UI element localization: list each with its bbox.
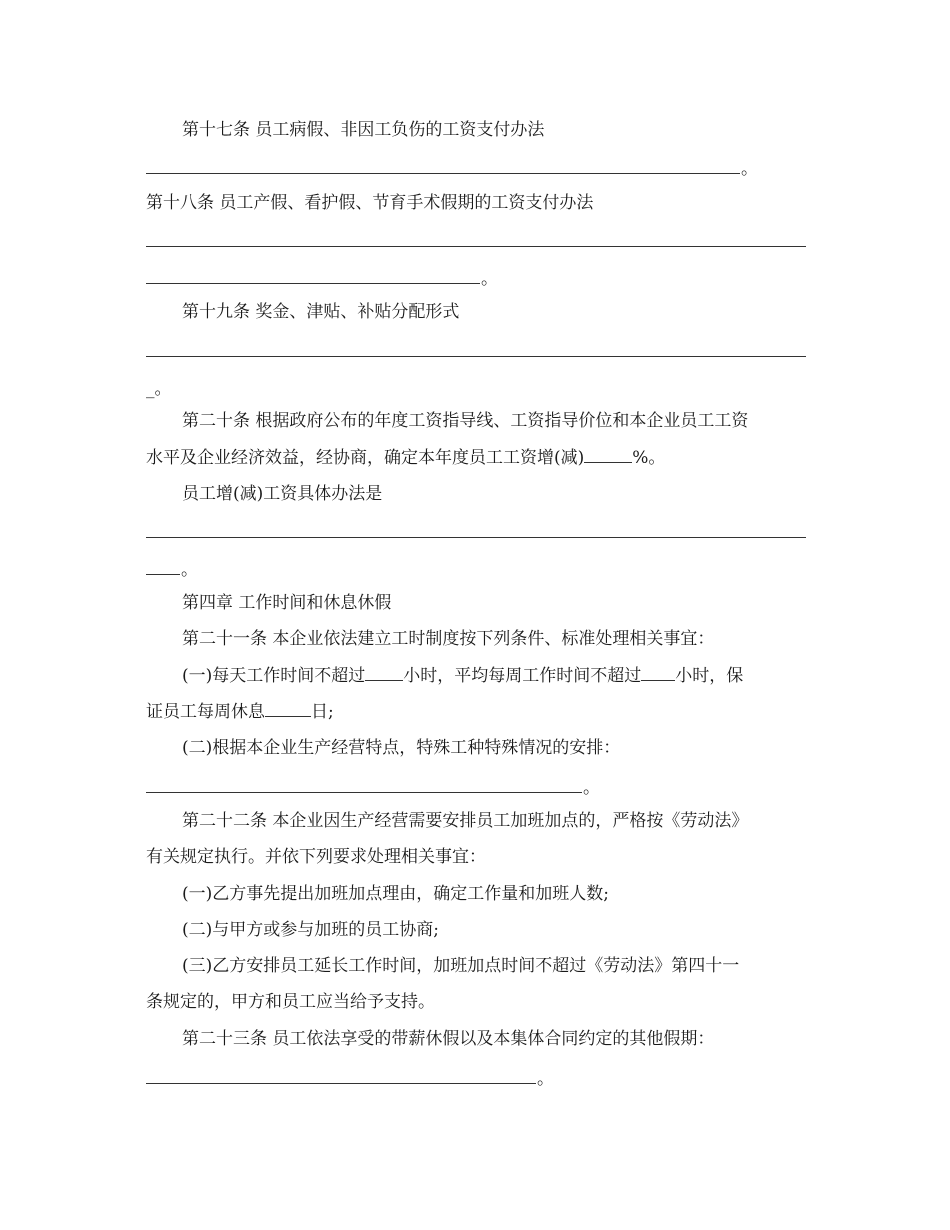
article-22-item-2: (二)与甲方或参与加班的员工协商; <box>182 920 439 940</box>
article-22-item-1: (一)乙方事先提出加班加点理由，确定工作量和加班人数; <box>182 884 609 904</box>
fill-in-line[interactable] <box>146 356 806 357</box>
article-21-item-2: (二)根据本企业生产经营特点，特殊工种特殊情况的安排： <box>182 738 621 758</box>
article-20-method-label: 员工增(减)工资具体办法是 <box>182 484 383 504</box>
article-21-item-1 <box>182 665 743 687</box>
item-text: 小时，平均每周工作时间不超过 <box>403 666 642 686</box>
line-end-period: 。 <box>181 560 198 580</box>
line-end-period: 。 <box>537 1069 554 1089</box>
line-end-period: 。 <box>583 778 600 798</box>
chapter-4-title: 第四章 工作时间和休息休假 <box>182 593 392 613</box>
article-17-heading: 第十七条 员工病假、非因工负伤的工资支付办法 <box>182 120 545 140</box>
fill-in-line[interactable] <box>146 537 806 538</box>
article-22-heading: 第二十二条 本企业因生产经营需要安排员工加班加点的，严格按《劳动法》 <box>182 811 749 831</box>
fill-in-line[interactable] <box>146 283 480 284</box>
line-end-period: _。 <box>146 379 172 399</box>
article-21-item-1-cont <box>146 701 334 723</box>
item-text: 小时，保 <box>675 666 744 686</box>
article-19-heading: 第十九条 奖金、津贴、补贴分配形式 <box>182 302 460 322</box>
article-22-heading-cont: 有关规定执行。并依下列要求处理相关事宜： <box>146 847 486 867</box>
fill-in-line[interactable] <box>146 1083 536 1084</box>
percent-suffix: %。 <box>632 448 666 468</box>
item-text: 日; <box>311 702 334 722</box>
article-18-heading: 第十八条 员工产假、看护假、节育手术假期的工资支付办法 <box>146 193 594 213</box>
percent-blank[interactable] <box>584 448 632 463</box>
item-text: 证员工每周休息 <box>146 702 265 722</box>
article-22-item-3: (三)乙方安排员工延长工作时间，加班加点时间不超过《劳动法》第四十一 <box>182 956 740 976</box>
article-22-item-3-cont: 条规定的，甲方和员工应当给予支持。 <box>146 992 435 1012</box>
article-21-heading: 第二十一条 本企业依法建立工时制度按下列条件、标准处理相关事宜： <box>182 629 715 649</box>
daily-hours-blank[interactable] <box>365 666 403 681</box>
fill-in-line[interactable] <box>146 173 740 174</box>
rest-days-blank[interactable] <box>265 702 311 717</box>
article-23-heading: 第二十三条 员工依法享受的带薪休假以及本集体合同约定的其他假期： <box>182 1029 715 1049</box>
article-20-text: 第二十条 根据政府公布的年度工资指导线、工资指导价位和本企业员工工资 <box>182 411 749 431</box>
fill-in-line[interactable] <box>146 574 180 575</box>
article-20-text-part: 水平及企业经济效益，经协商，确定本年度员工工资增(减) <box>146 448 585 468</box>
fill-in-line[interactable] <box>146 246 806 247</box>
line-end-period: 。 <box>481 269 498 289</box>
line-end-period: 。 <box>741 159 758 179</box>
item-text: (一)每天工作时间不超过 <box>182 666 366 686</box>
fill-in-line[interactable] <box>146 792 582 793</box>
weekly-hours-blank[interactable] <box>641 666 675 681</box>
article-20-text-cont <box>146 447 665 469</box>
